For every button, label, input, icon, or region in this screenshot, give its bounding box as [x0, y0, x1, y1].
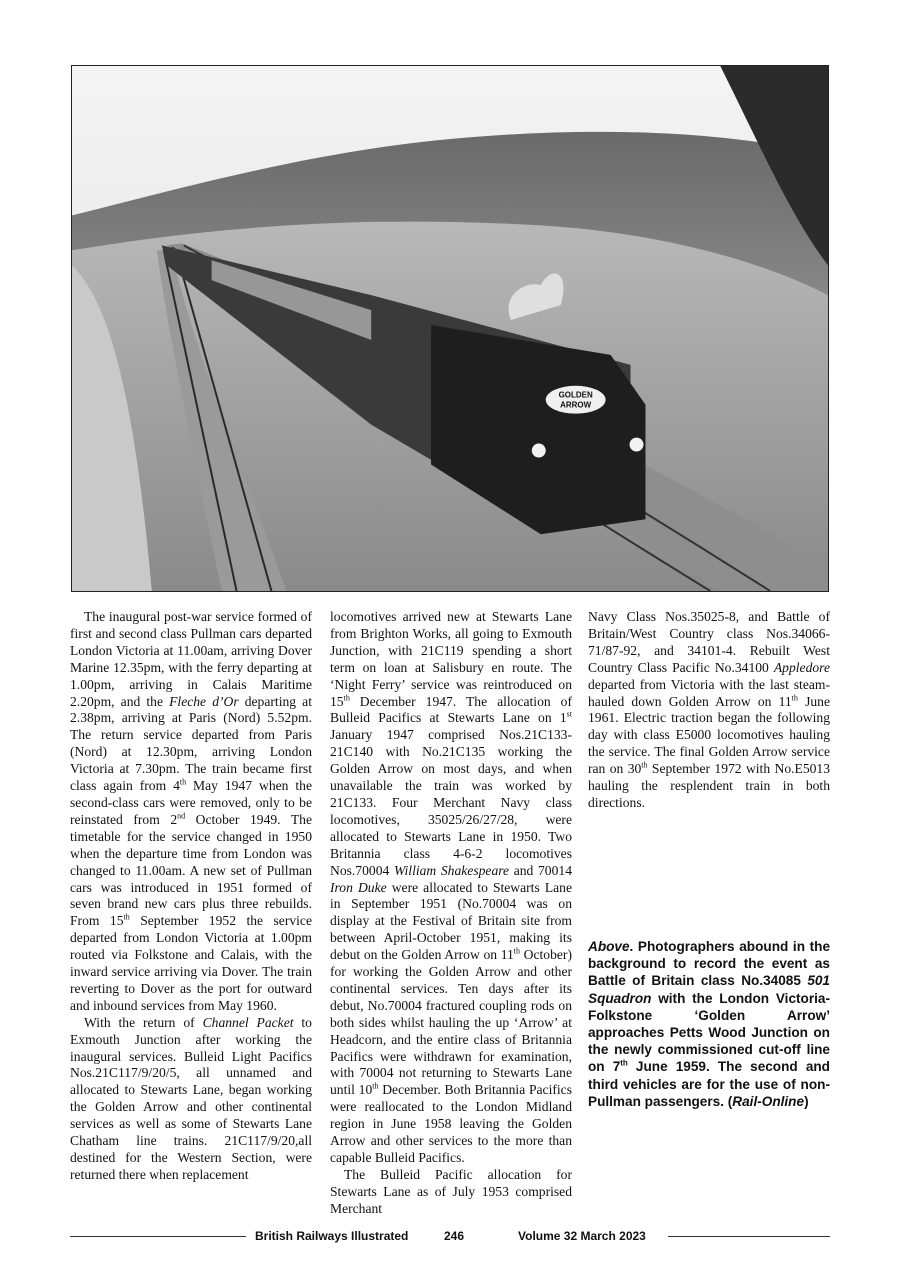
- ordinal-suffix: th: [123, 912, 130, 922]
- footer-issue: Volume 32 March 2023: [518, 1229, 646, 1243]
- text-run: December 1947. The allocation of Bulleid Pacifics at Stewarts Lane on 1: [330, 693, 572, 726]
- text-run: to Exmouth Junction after working the inaugural services. Bulleid Light Pacifics Nos.21C117/9/20/5, all unnamed and allocated to Stewarts Lane, began working the Golden Arrow and other continental services as well as some of Stewarts Lane Chatham line trains. 21C117/9/20,all destined for the Western Section, were returned there when replacement: [70, 1014, 312, 1182]
- text-run: locomotives arrived new at Stewarts Lane from Brighton Works, all going to Exmouth Junction, with 21C119 spending a short term on loan at Salisbury en route. The ‘Night Ferry’ service was reintroduced on 15: [330, 609, 572, 709]
- ordinal-suffix: th: [791, 693, 798, 702]
- text-run: With the return of: [84, 1014, 203, 1030]
- text-column-1: [70, 609, 312, 1184]
- italic-name-iron-duke: Iron Duke: [330, 879, 387, 895]
- text-run: September 1972 with No.E5013 hauling the resplendent train in both directions.: [588, 761, 831, 810]
- ordinal-suffix: nd: [177, 811, 186, 821]
- italic-name-channel-packet: Channel Packet: [202, 1014, 294, 1030]
- italic-name-william-shakespeare: William Shakespeare: [393, 862, 510, 878]
- paragraph-3: [330, 609, 572, 1167]
- text-run: and 70014: [509, 862, 572, 878]
- text-column-3: [588, 609, 830, 812]
- text-run: January 1947 comprised Nos.21C133-21C140 with No.21C135 working the Golden Arrow on most days, and when unavailable the train was worked by 21C133. Four Merchant Navy class locomotives, 35025/26/27/28, were allocated to Stewarts Lane in 1950. Two Britannia class 4-6-2 locomotives Nos.70004: [330, 727, 572, 878]
- caption-locomotive-name: 501 Squadron: [588, 973, 830, 1006]
- ordinal-suffix: st: [566, 709, 572, 719]
- text-run: May 1947 when the second-class cars were removed, only to be reinstated from 2: [70, 778, 312, 827]
- photo-caption: [588, 938, 830, 1110]
- lamp-disc-right: [630, 438, 644, 452]
- text-run: October 1949. The timetable for the service changed in 1950 when the departure time from London was changed to 11.00am. A new set of Pullman cars was introduced in 1951 formed of seven brand new cars plus three rebuilds. From 15: [70, 811, 312, 929]
- ordinal-suffix: th: [343, 693, 350, 702]
- caption-text: June 1959. The second and third vehicles are for the use of non-Pullman passengers. (: [588, 1059, 830, 1109]
- footer-rule-right: [668, 1236, 830, 1237]
- text-run: June 1961. Electric traction began the following day with class E5000 locomotives hauling the service. The final Golden Arrow service ran on 30: [588, 693, 830, 777]
- headboard-text-arrow: ARROW: [560, 400, 592, 410]
- caption-text: . Photographers abound in the background to record the event as Battle of Britain class No.34085: [588, 939, 830, 989]
- paragraph-4: [330, 1167, 572, 1218]
- caption-text: ): [804, 1093, 809, 1109]
- ordinal-suffix: th: [513, 946, 521, 956]
- text-run: December. Both Britannia Pacifics were reallocated to the London Midland region in June 1958 leaving the Golden Arrow and other services to the more than capable Bulleid Pacifics.: [330, 1082, 572, 1165]
- text-column-2: [330, 609, 572, 1218]
- page-number: 246: [444, 1229, 465, 1243]
- paragraph-2: [70, 1015, 312, 1184]
- footer-publication: British Railways Illustrated: [255, 1229, 409, 1243]
- ordinal-suffix: th: [179, 777, 187, 787]
- paragraph-1: [70, 609, 312, 1015]
- train-photo-illustration: [72, 66, 828, 591]
- headboard-text-golden: GOLDEN: [558, 390, 593, 400]
- text-run: departing at 2.38pm, arriving at Paris (Nord) 5.52pm. The return service departed from Paris (Nord) at 12.30pm, arriving London Victoria at 7.30pm. The train became first class again from 4: [70, 693, 312, 794]
- text-run: September 1952 the service departed from London Victoria at 1.00pm routed via Folkstone and Calais, with the inward service arriving via Dover. The train reverting to Dover as the port for outward and inbound services from May 1960.: [70, 913, 312, 1013]
- ordinal-suffix: th: [641, 760, 648, 770]
- train-photograph: [71, 65, 829, 592]
- text-run: departed from Victoria with the last steam-hauled down Golden Arrow on 11: [588, 676, 830, 709]
- text-run: The inaugural post-war service formed of first and second class Pullman cars departed London Victoria at 11.00am, arriving Dover Marine 12.35pm, with the ferry departing at 1.00pm, arriving in Calais Maritime 2.20pm, and the: [70, 609, 312, 709]
- caption-photo-credit: Rail-Online: [732, 1093, 805, 1109]
- lamp-disc-left: [532, 444, 546, 458]
- caption-lead: Above: [588, 939, 630, 954]
- text-run: Navy Class Nos.35025-8, and Battle of Britain/West Country class Nos.34066-71/87-92, and 34101-4. Rebuilt West Country Class Pacific No.34100: [588, 609, 830, 675]
- ordinal-suffix: th: [372, 1081, 379, 1091]
- text-run: The Bulleid Pacific allocation for Stewarts Lane as of July 1953 comprised Merchant: [330, 1166, 572, 1216]
- text-run: October) for working the Golden Arrow and other continental services. Ten days after its debut, No.70004 fractured coupling rods on both sides whilst hauling the up ‘Arrow’ at Headcorn, and the entire class of Britannia Pacifics were withdrawn for examination, with 70004 not returning to Stewarts Lane until 10: [330, 947, 572, 1098]
- paragraph-5: [588, 609, 830, 812]
- italic-name-appledore: Appledore: [773, 659, 830, 675]
- ordinal-suffix: th: [620, 1058, 628, 1068]
- caption-text: with the London Victoria-Folkstone ‘Golden Arrow’ approaches Petts Wood Junction on the newly commissioned cut-off line on 7: [588, 990, 830, 1075]
- footer-rule-left: [70, 1236, 246, 1237]
- text-run: were allocated to Stewarts Lane in September 1951 (No.70004 was on display at the Festival of Britain site from between April-October 1951, making its debut on the Golden Arrow on 11: [330, 879, 572, 963]
- italic-name-fleche-dor: Fleche d’Or: [169, 693, 239, 709]
